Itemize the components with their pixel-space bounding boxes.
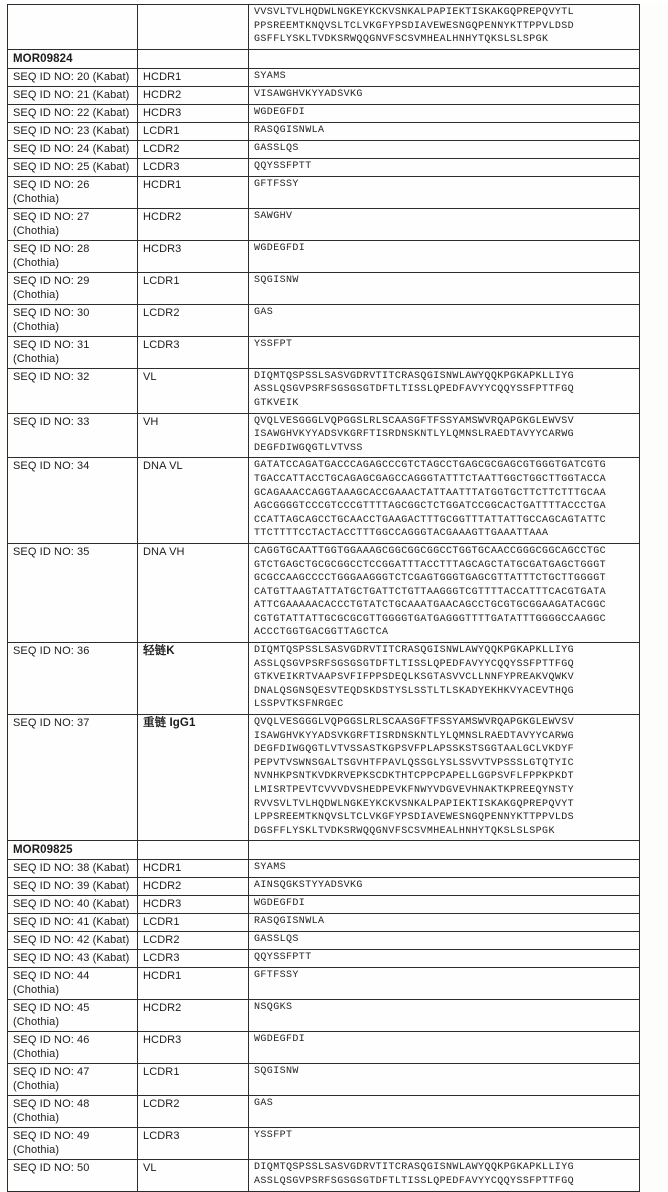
seq-id-cell: SEQ ID NO: 22 (Kabat) [8,104,138,122]
sequence-cell: RASQGISNWLA [249,122,640,140]
seq-id-cell: SEQ ID NO: 23 (Kabat) [8,122,138,140]
table-row [8,208,640,240]
table-row [8,272,640,304]
table-row [8,543,640,642]
region-cell: LCDR2 [138,140,249,158]
group-header-row [8,841,640,860]
sequence-cell: WGDEGFDI [249,104,640,122]
region-cell: HCDR1 [138,68,249,86]
table-row [8,158,640,176]
region-cell: 轻链K [138,643,249,715]
seq-id-cell: SEQ ID NO: 46 (Chothia) [8,1032,138,1064]
seq-id-cell: SEQ ID NO: 32 [8,368,138,413]
region-cell: HCDR3 [138,896,249,914]
table-row [8,1000,640,1032]
region-cell: LCDR1 [138,122,249,140]
region-cell: DNA VL [138,458,249,544]
sequence-cell: YSSFPT [249,336,640,368]
table-row [8,1160,640,1191]
region-cell: LCDR1 [138,914,249,932]
sequence-cell: VVSVLTVLHQDWLNGKEYKCKVSNKALPAPIEKTISKAKGQPREPQVYTL PPSREEMTKNQVSLTCLVKGFYPSDIAVEWESNGQPENNYKTTPPVLDSD GSFFLYSKLTVDKSRWQQGNVFSCSVMHEALHNHYTQKSLSLSPGK [249,5,640,50]
region-cell: HCDR2 [138,878,249,896]
table-row [8,122,640,140]
sequence-cell: WGDEGFDI [249,1032,640,1064]
seq-id-cell: SEQ ID NO: 45 (Chothia) [8,1000,138,1032]
table-row [8,240,640,272]
group-header-row [8,49,640,68]
seq-id-cell: SEQ ID NO: 35 [8,543,138,642]
seq-id-cell: SEQ ID NO: 21 (Kabat) [8,86,138,104]
seq-id-cell: SEQ ID NO: 39 (Kabat) [8,878,138,896]
seq-id-cell: SEQ ID NO: 36 [8,643,138,715]
table-row [8,1032,640,1064]
seq-id-cell: SEQ ID NO: 40 (Kabat) [8,896,138,914]
table-row [8,968,640,1000]
sequence-cell: GAS [249,1096,640,1128]
sequence-table [7,4,640,1192]
sequence-cell: DIQMTQSPSSLSASVGDRVTITCRASQGISNWLAWYQQKPGKAPKLLIYG ASSLQSGVPSRFSGSGSGTDFTLTISSLQPEDFAVYYCQQYSSFPTTFGQ [249,1160,640,1191]
region-cell: HCDR1 [138,968,249,1000]
region-cell: LCDR2 [138,1096,249,1128]
seq-id-cell: SEQ ID NO: 29 (Chothia) [8,272,138,304]
region-cell: LCDR1 [138,1064,249,1096]
region-cell: VH [138,413,249,458]
sequence-cell: GASSLQS [249,140,640,158]
table-row [8,878,640,896]
region-cell: LCDR3 [138,336,249,368]
table-row [8,860,640,878]
table-row [8,932,640,950]
region-cell: 重链 IgG1 [138,715,249,841]
sequence-cell: SQGISNW [249,1064,640,1096]
table-row [8,304,640,336]
region-cell: LCDR3 [138,158,249,176]
sequence-cell: DIQMTQSPSSLSASVGDRVTITCRASQGISNWLAWYQQKPGKAPKLLIYG ASSLQSGVPSRFSGSGSGTDFTLTISSLQPEDFAVYYCQQYSSFPTTFGQ GTKVEIKRTVAAPSVFIFPPSDEQLKSGTASVVCLLNNFYPREAKVQWKV DNALQSGNSQESVTEQDSKDSTYSLSSTLTLSKADYEKHKVYACEVTHQG LSSPVTKSFNRGEC [249,643,640,715]
region-cell: HCDR3 [138,240,249,272]
sequence-cell: DIQMTQSPSSLSASVGDRVTITCRASQGISNWLAWYQQKPGKAPKLLIYG ASSLQSGVPSRFSGSGSGTDFTLTISSLQPEDFAVYYCQQYSSFPTTFGQ GTKVEIK [249,368,640,413]
sequence-cell: GFTFSSY [249,176,640,208]
table-row [8,1096,640,1128]
region-cell: HCDR1 [138,860,249,878]
empty-region-cell [138,49,249,68]
seq-id-cell: SEQ ID NO: 25 (Kabat) [8,158,138,176]
seq-id-cell: SEQ ID NO: 33 [8,413,138,458]
seq-id-cell: SEQ ID NO: 48 (Chothia) [8,1096,138,1128]
seq-id-cell: SEQ ID NO: 27 (Chothia) [8,208,138,240]
seq-id-cell: SEQ ID NO: 50 [8,1160,138,1191]
patent-page [0,4,668,1192]
table-row [8,104,640,122]
seq-id-cell: SEQ ID NO: 24 (Kabat) [8,140,138,158]
seq-id-cell: SEQ ID NO: 47 (Chothia) [8,1064,138,1096]
seq-id-cell: SEQ ID NO: 37 [8,715,138,841]
sequence-cell: CAGGTGCAATTGGTGGAAAGCGGCGGCGGCCTGGTGCAACCGGGCGGCAGCCTGC GTCTGAGCTGCGCGGCCTCCGGATTTACCTTTAGCAGCTATGCGATGAGCTGGGT GCGCCAAGCCCCTGGGAAGGGTCTCGAGTGGGTGAGCGTTATTTCTGCTTGGGGT CATGTTAAGTATTATGCTGATTCTGTTAAGGGTCGTTTTACCATTTCACGTGATA ATTCGAAAAACACCCTGTATCTGCAAATGAACAGCCTGCGTGCGGAAGATACGGC CGTGTATTATTGCGCGCGTTGGGGTGATGAGGGTTTTGATATTTGGGGCCAAGGC ACCCTGGTGACGGTTAGCTCA [249,543,640,642]
region-cell [138,5,249,50]
table-row [8,86,640,104]
table-row [8,68,640,86]
region-cell: LCDR1 [138,272,249,304]
seq-id-cell: SEQ ID NO: 44 (Chothia) [8,968,138,1000]
seq-id-cell [8,5,138,50]
table-row [8,1128,640,1160]
sequence-table-body [8,5,640,1192]
table-row [8,413,640,458]
table-row [8,643,640,715]
seq-id-cell: SEQ ID NO: 30 (Chothia) [8,304,138,336]
region-cell: LCDR3 [138,1128,249,1160]
region-cell: DNA VH [138,543,249,642]
seq-id-cell: SEQ ID NO: 28 (Chothia) [8,240,138,272]
sequence-cell: SYAMS [249,860,640,878]
sequence-cell: SAWGHV [249,208,640,240]
sequence-cell: GAS [249,304,640,336]
sequence-cell: QVQLVESGGGLVQPGGSLRLSCAASGFTFSSYAMSWVRQAPGKGLEWVSV ISAWGHVKYYADSVKGRFTISRDNSKNTLYLQMNSLRAEDTAVYYCARWG DEGFDIWGQGTLVTVSS [249,413,640,458]
sequence-cell: SYAMS [249,68,640,86]
sequence-cell: GASSLQS [249,932,640,950]
table-row [8,914,640,932]
table-row [8,368,640,413]
group-label: MOR09824 [8,49,138,68]
seq-id-cell: SEQ ID NO: 38 (Kabat) [8,860,138,878]
sequence-cell: GATATCCAGATGACCCAGAGCCCGTCTAGCCTGAGCGCGAGCGTGGGTGATCGTG TGACCATTACCTGCAGAGCGAGCCAGGGTATTTCTAATTGGCTGGCTTGGTACCA GCAGAAACCAGGTAAAGCACCGAAACTATTAATTTATGGTGCTTCTTCTTTGCAA AGCGGGGTCCCGTCCCGTTTTAGCGGCTCTGGATCCGGCACTGATTTTACCCTGA CCATTAGCAGCCTGCAACCTGAAGACTTTGCGGTTTATTATTGCCAGCAGTATTC TTCTTTTCCTACTACCTTTGGCCAGGGTACGAAAGTTGAAATTAAA [249,458,640,544]
table-row [8,5,640,50]
region-cell: VL [138,1160,249,1191]
seq-id-cell: SEQ ID NO: 31 (Chothia) [8,336,138,368]
seq-id-cell: SEQ ID NO: 49 (Chothia) [8,1128,138,1160]
empty-sequence-cell [249,49,640,68]
sequence-cell: WGDEGFDI [249,896,640,914]
table-row [8,140,640,158]
sequence-cell: QVQLVESGGGLVQPGGSLRLSCAASGFTFSSYAMSWVRQAPGKGLEWVSV ISAWGHVKYYADSVKGRFTISRDNSKNTLYLQMNSLRAEDTAVYYCARWG DEGFDIWGQGTLVTVSSASTKGPSVFPLAPSSKSTSGGTAALGCLVKDYF PEPVTVSWNSGALTSGVHTFPAVLQSSGLYSLSSVVTVPSSSLGTQTYIC NVNHKPSNTKVDKRVEPKSCDKTHTCPPCPAPELLGGPSVFLFPPKPKDT LMISRTPEVTCVVVDVSHEDPEVKFNWYVDGVEVHNAKTKPREEQYNSTY RVVSVLTVLHQDWLNGKEYKCKVSNKALPAPIEKTISKAKGQPREPQVYT LPPSREEMTKNQVSLTCLVKGFYPSDIAVEWESNGQPENNYKTTPPVLDS DGSFFLYSKLTVDKSRWQQGNVFSCSVMHEALHNHYTQKSLSLSPGK [249,715,640,841]
region-cell: VL [138,368,249,413]
seq-id-cell: SEQ ID NO: 42 (Kabat) [8,932,138,950]
sequence-cell: VISAWGHVKYYADSVKG [249,86,640,104]
seq-id-cell: SEQ ID NO: 20 (Kabat) [8,68,138,86]
table-row [8,1064,640,1096]
table-row [8,458,640,544]
sequence-cell: WGDEGFDI [249,240,640,272]
region-cell: HCDR2 [138,208,249,240]
table-row [8,176,640,208]
seq-id-cell: SEQ ID NO: 34 [8,458,138,544]
sequence-cell: YSSFPT [249,1128,640,1160]
table-row [8,950,640,968]
table-row [8,336,640,368]
region-cell: HCDR2 [138,86,249,104]
table-row [8,896,640,914]
region-cell: LCDR2 [138,932,249,950]
region-cell: HCDR3 [138,104,249,122]
sequence-cell: GFTFSSY [249,968,640,1000]
sequence-cell: QQYSSFPTT [249,950,640,968]
empty-region-cell [138,841,249,860]
table-row [8,715,640,841]
region-cell: HCDR3 [138,1032,249,1064]
region-cell: HCDR2 [138,1000,249,1032]
sequence-cell: SQGISNW [249,272,640,304]
sequence-cell: RASQGISNWLA [249,914,640,932]
region-cell: LCDR3 [138,950,249,968]
empty-sequence-cell [249,841,640,860]
region-cell: HCDR1 [138,176,249,208]
sequence-cell: AINSQGKSTYYADSVKG [249,878,640,896]
seq-id-cell: SEQ ID NO: 43 (Kabat) [8,950,138,968]
region-cell: LCDR2 [138,304,249,336]
group-label: MOR09825 [8,841,138,860]
sequence-cell: NSQGKS [249,1000,640,1032]
seq-id-cell: SEQ ID NO: 41 (Kabat) [8,914,138,932]
seq-id-cell: SEQ ID NO: 26 (Chothia) [8,176,138,208]
sequence-cell: QQYSSFPTT [249,158,640,176]
